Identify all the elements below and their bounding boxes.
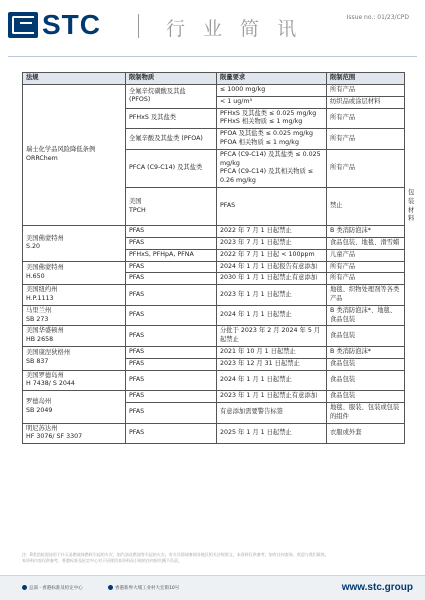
header-law: 法规 [23,73,126,85]
scope-cell: 儿童产品 [327,249,405,261]
requirement-cell: PFHxS 及其盐类 ≤ 0.025 mg/kg PFHxS 相关物质 ≤ 1 mg/kg [217,108,327,129]
scope-cell: 所有产品 [327,261,405,273]
substance-cell: 全氟辛烷磺酸及其盐 (PFOS) [126,85,217,109]
requirement-cell: 禁止 [327,187,405,225]
table-row [23,423,405,444]
header-requirement: 限量要求 [217,73,327,85]
substance-cell: PFAS [126,370,217,391]
requirement-cell: 2025 年 1 月 1 日起禁止 [217,423,327,444]
table-row [23,326,405,347]
table-row [23,370,405,391]
header-substance: 限制物质 [126,73,217,85]
requirement-cell: 2022 年 7 月 1 日起禁止 [217,226,327,238]
law-cell: 马里兰州 SB 273 [23,305,126,326]
header-scope: 限制范围 [327,73,405,85]
substance-cell: PFAS [126,273,217,285]
law-cell: 明尼苏达州 HF 3076/ SF 3307 [23,423,126,444]
table-row [23,391,405,403]
substance-cell: PFAS [126,285,217,306]
requirement-cell: 2024 年 1 月 1 日起禁止 [217,305,327,326]
footnote: 注：B类消防泡沫用于扑灭易燃液体燃料引起的火灾，如汽油及燃油等引起的火灾。有关详情请参阅各地区相关法规原文，本资料仅供参考。如有任何查询，欢迎与我们联络。 本资料内容仅供参考，香港标准及检定中心对于因使用本资料而引致的任何损失概不负责。 [22,552,329,563]
scope-cell: B 类消防泡沫* [327,226,405,238]
table-row [23,226,405,238]
law-cell: 罗德岛州 SB 2049 [23,391,126,423]
law-cell: 美国华盛顿州 HB 2658 [23,326,126,347]
header-rule [8,56,417,57]
requirement-cell: 2023 年 12 月 31 日起禁止 [217,358,327,370]
requirement-cell: 2023 年 1 月 1 日起禁止 [217,285,327,306]
requirement-cell: PFOA 及其盐类 ≤ 0.025 mg/kg PFOA 相关物质 ≤ 1 mg/kg [217,129,327,150]
scope-cell: 食品包装 [327,370,405,391]
footer-item-hq [22,585,83,591]
requirement-cell: PFCA (C9-C14) 及其盐类 ≤ 0.025 mg/kg PFCA (C9-C14) 及其相关物质 ≤ 0.26 mg/kg [217,149,327,187]
table-header-row [23,73,405,85]
requirement-cell: 2021 年 10 月 1 日起禁止 [217,346,327,358]
scope-cell: 纺织品或涂层材料 [327,96,405,108]
scope-cell: 地毯、服装、包装或包装的组件 [327,402,405,423]
scope-cell: 所有产品 [327,273,405,285]
requirement-cell: < 1 ug/m³ [217,96,327,108]
substance-cell: PFAS [126,402,217,423]
scope-cell: 所有产品 [327,108,405,129]
header-divider [138,14,139,38]
footer-address-text: 香港新界大埔工业村大宏街10号 [115,586,180,591]
substance-cell: PFHxS, PFHpA, PFNA [126,249,217,261]
substance-cell: PFAS [126,358,217,370]
scope-cell: B 类消防泡沫* [327,346,405,358]
requirement-cell: 2024 年 1 月 1 日起报告有意添加 [217,261,327,273]
scope-cell: 所有产品 [327,85,405,97]
requirement-cell: 分批于 2023 年 2 月 2024 年 5 月起禁止 [217,326,327,347]
stc-logo-icon [8,12,38,38]
scope-cell: 衣服或外套 [327,423,405,444]
table-row: 美国 TPCH PFAS 禁止 包装材料 [23,187,405,225]
brand-name: STC [42,9,101,40]
requirement-cell: 2023 年 7 月 1 日起禁止 [217,237,327,249]
map-pin-icon [108,585,113,590]
law-cell: 美国 TPCH [126,187,217,225]
substance-cell: PFAS [126,423,217,444]
substance-cell: PFAS [126,305,217,326]
location-icon [22,585,27,590]
law-cell: 美国纽约州 H.P.1113 [23,285,126,306]
scope-cell: 所有产品 [327,149,405,187]
issue-number: Issue no.: 01/23/CPD [346,14,409,21]
footer-hq-text: 总部 · 香港标准及检定中心 [29,586,83,591]
substance-cell: PFAS [126,226,217,238]
requirement-cell: ≤ 1000 mg/kg [217,85,327,97]
table-row [23,346,405,358]
substance-cell: PFHxS 及其盐类 [126,108,217,129]
substance-cell: PFAS [126,346,217,358]
website-link[interactable]: www.stc.group [341,582,413,593]
scope-cell: 地毯、织物处理剂等各类产品 [327,285,405,306]
header [0,0,425,52]
law-cell: 美国罗德岛州 H 7438/ S 2044 [23,370,126,391]
requirement-cell: 2030 年 1 月 1 日起禁止有意添加 [217,273,327,285]
substance-cell: PFAS [126,237,217,249]
requirement-cell: 有意添加需要警告标签 [217,402,327,423]
law-cell: 美国佛蒙特州 S.20 [23,226,126,261]
footer-bar [0,575,425,600]
law-cell: 瑞士化学品风险降低条例 ORRChem [23,85,126,226]
scope-cell: 食品包装 [327,358,405,370]
scope-cell: B 类消防泡沫*、地毯、食品包装 [327,305,405,326]
requirement-cell: 2022 年 7 月 1 日起 < 100ppm [217,249,327,261]
requirement-cell: 2023 年 1 月 1 日起禁止有意添加 [217,391,327,403]
substance-cell: PFAS [217,187,327,225]
scope-cell: 食品包装 [327,391,405,403]
footer-item-address [108,585,179,591]
page-title: 行 业 简 讯 [166,18,303,40]
substance-cell: PFAS [126,326,217,347]
law-cell: 美国康涅狄格州 SB 837 [23,346,126,370]
substance-cell: PFAS [126,391,217,403]
regulation-table [22,72,415,444]
table-row [23,285,405,306]
table-row [23,261,405,273]
scope-cell: 所有产品 [327,129,405,150]
table-row [23,85,405,97]
scope-cell: 食品包装、地毯、滑雪蜡 [327,237,405,249]
law-cell: 美国佛蒙特州 H.650 [23,261,126,285]
scope-cell: 食品包装 [327,326,405,347]
substance-cell: 全氟辛酸及其盐类 (PFOA) [126,129,217,150]
table-row [23,305,405,326]
requirement-cell: 2024 年 1 月 1 日起禁止 [217,370,327,391]
substance-cell: PFAS [126,261,217,273]
substance-cell: PFCA (C9-C14) 及其盐类 [126,149,217,187]
